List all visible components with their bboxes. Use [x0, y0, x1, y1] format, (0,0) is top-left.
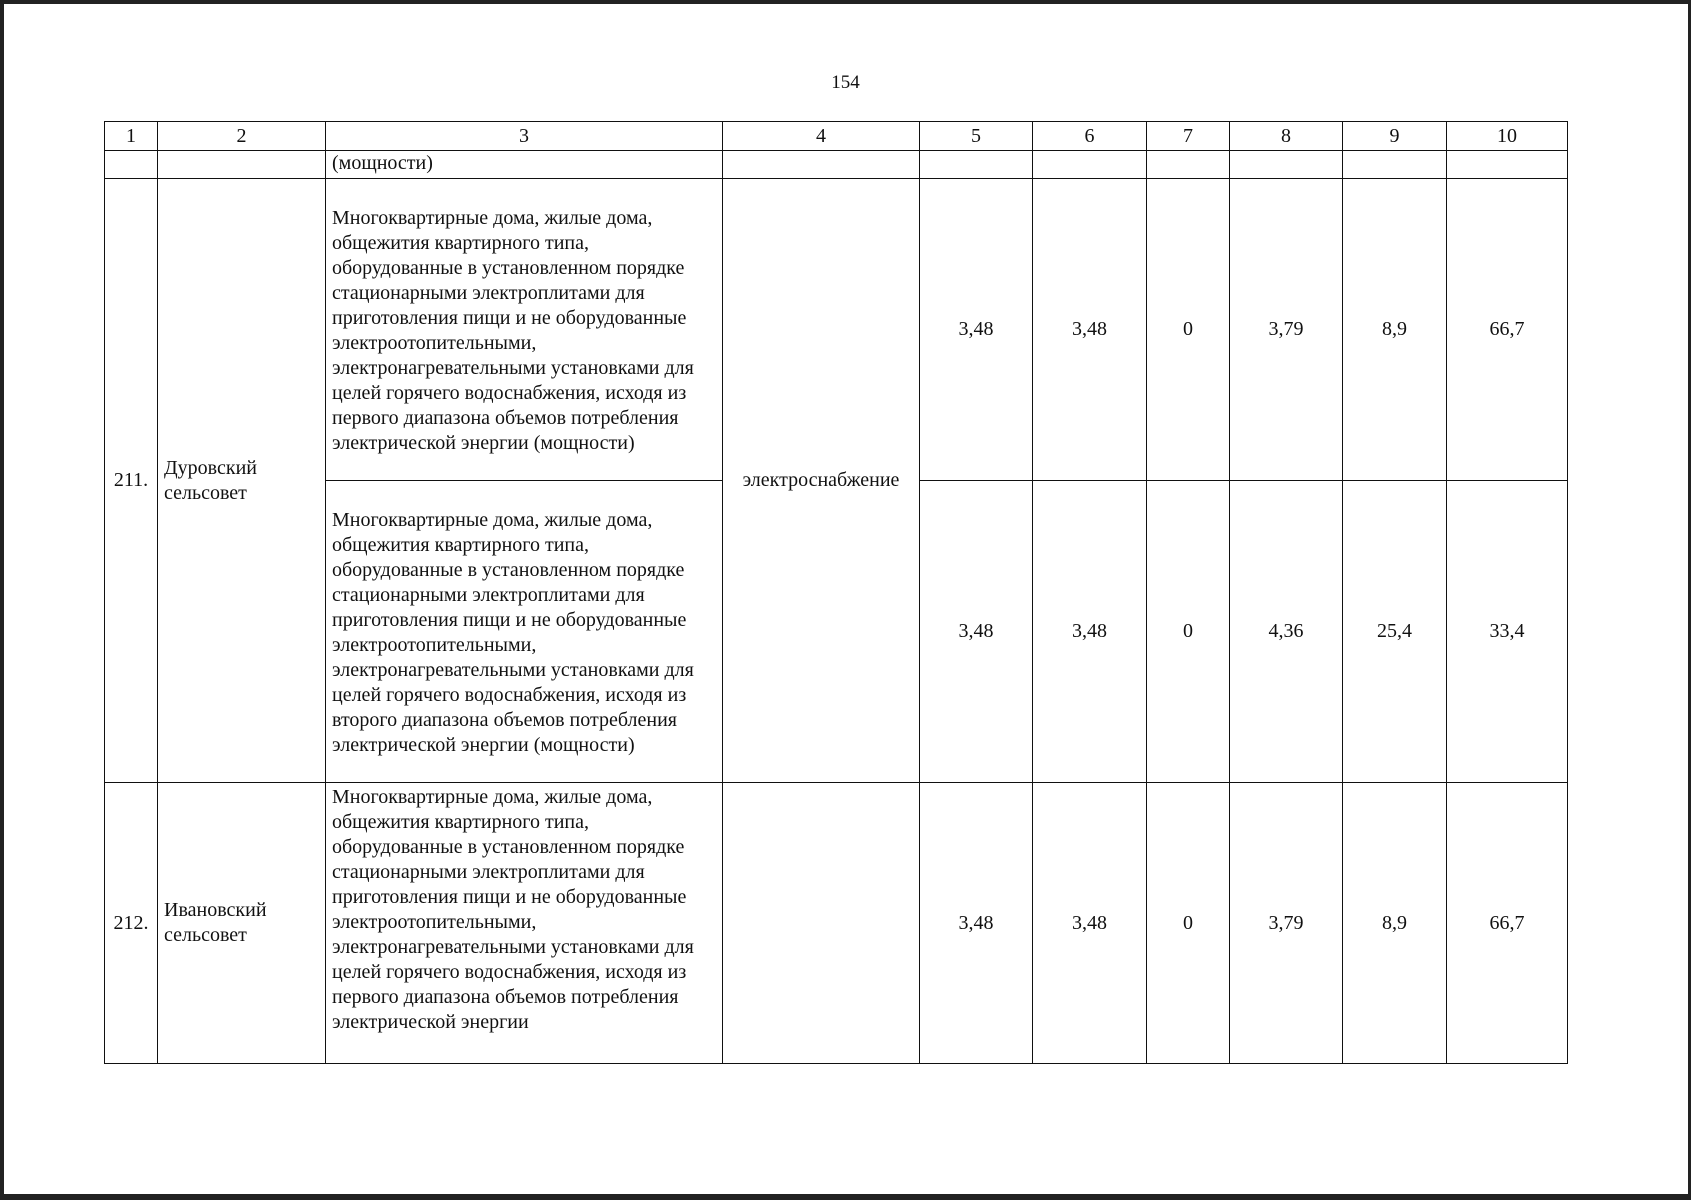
value-col-5: 3,48: [920, 783, 1033, 1064]
header-cell-5: 5: [920, 122, 1033, 151]
settlement-name: Ивановский сельсовет: [158, 783, 326, 1064]
header-cell-6: 6: [1033, 122, 1147, 151]
header-cell-3: 3: [326, 122, 723, 151]
continuation-row: [105, 151, 1568, 179]
category-description: Многоквартирные дома, жилые дома, общежития квартирного типа, оборудованные в установленном порядке стационарными электроплитами для приготовления пищи и не оборудованные электроотопительными, электронагревательными установками для целей горячего водоснабжения, исходя из первого диапазона объемов потребления электрической энергии (мощности): [326, 179, 723, 481]
header-cell-10: 10: [1447, 122, 1568, 151]
value-col-6: 3,48: [1033, 481, 1147, 783]
value-col-5: 3,48: [920, 179, 1033, 481]
header-cell-7: 7: [1147, 122, 1230, 151]
value-col-6: 3,48: [1033, 783, 1147, 1064]
service-type: электроснабжение: [723, 179, 920, 783]
row-index: 212.: [105, 783, 158, 1064]
category-description-cell: [326, 783, 723, 1064]
value-col-8: 3,79: [1230, 179, 1343, 481]
header-row: [105, 122, 1568, 151]
value-col-8: 3,79: [1230, 783, 1343, 1064]
value-col-5: 3,48: [920, 481, 1033, 783]
service-type: [723, 783, 920, 1064]
value-col-10: 66,7: [1447, 179, 1568, 481]
header-cell-8: 8: [1230, 122, 1343, 151]
page-number: 154: [831, 72, 860, 93]
value-col-7: 0: [1147, 481, 1230, 783]
value-col-9: 25,4: [1343, 481, 1447, 783]
header-cell-4: 4: [723, 122, 920, 151]
value-col-6: 3,48: [1033, 179, 1147, 481]
value-col-7: 0: [1147, 783, 1230, 1064]
value-col-8: 4,36: [1230, 481, 1343, 783]
header-cell-9: 9: [1343, 122, 1447, 151]
category-description: Многоквартирные дома, жилые дома, общежития квартирного типа, оборудованные в установленном порядке стационарными электроплитами для приготовления пищи и не оборудованные электроотопительными, электронагревательными установками для целей горячего водоснабжения, исходя из второго диапазона объемов потребления электрической энергии (мощности): [326, 481, 723, 783]
value-col-7: 0: [1147, 179, 1230, 481]
value-col-9: 8,9: [1343, 783, 1447, 1064]
value-col-10: 66,7: [1447, 783, 1568, 1064]
tariff-table: [104, 121, 1568, 1064]
table-row: [105, 179, 1568, 481]
row-index: 211.: [105, 179, 158, 783]
category-description: Многоквартирные дома, жилые дома, общежития квартирного типа, оборудованные в установленном порядке стационарными электроплитами для приготовления пищи и не оборудованные электроотопительными, электронагревательными установками для целей горячего водоснабжения, исходя из первого диапазона объемов потребления электрической энергии: [332, 786, 694, 1033]
continuation-text: (мощности): [326, 151, 723, 179]
settlement-name: Дуровский сельсовет: [158, 179, 326, 783]
header-cell-2: 2: [158, 122, 326, 151]
table-row: [105, 783, 1568, 1064]
value-col-9: 8,9: [1343, 179, 1447, 481]
header-cell-1: 1: [105, 122, 158, 151]
value-col-10: 33,4: [1447, 481, 1568, 783]
